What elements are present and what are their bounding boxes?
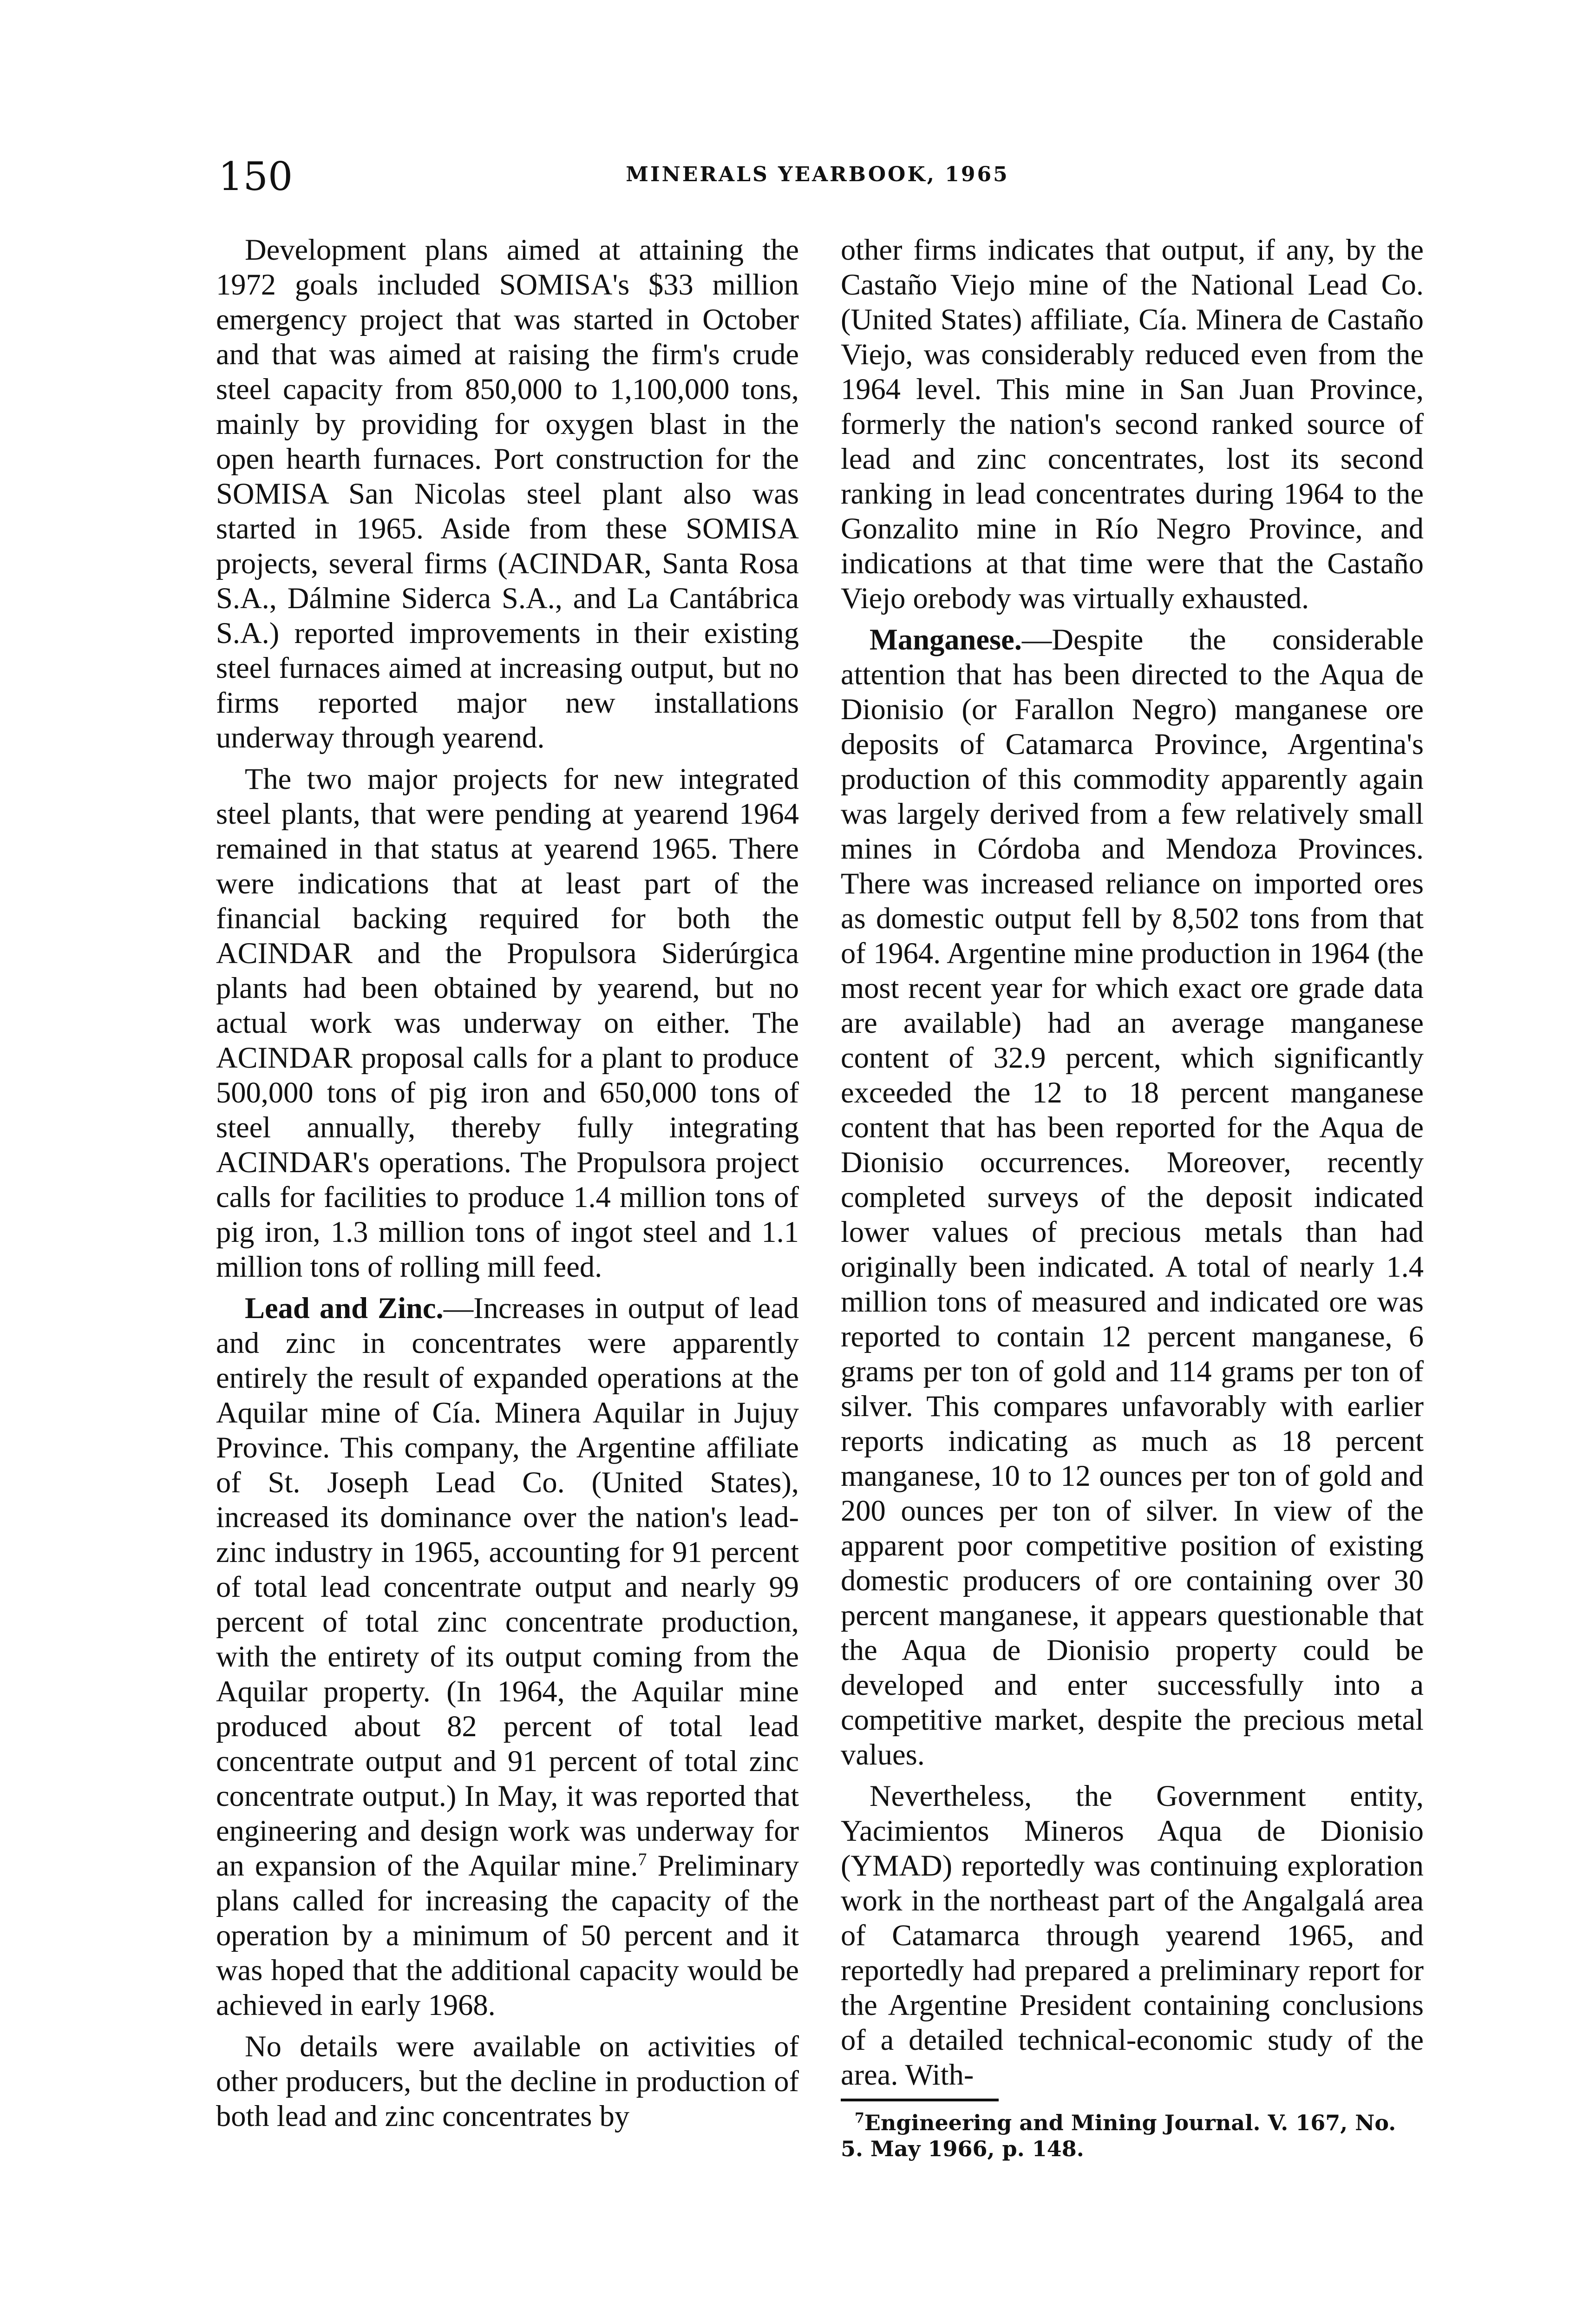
paragraph-development-plans: Development plans aimed at attaining the 1972 goals included SOMISA's $33 million emergency project that was started in October and that was aimed at raising the firm's crude steel capacity from 850,000 to 1,100,000 tons, mainly by providing for oxygen blast in the open hearth furnaces. Port construction for the SOMISA San Nicolas steel plant also was started in 1965. Aside from these SOMISA projects, several firms (ACINDAR, Santa Rosa S.A., Dálmine Siderca S.A., and La Cantábrica S.A.) reported improvements in their existing steel furnaces aimed at increasing output, but no firms reported major new installations underway through yearend. (216, 233, 799, 754)
footnote-marker: 7 (855, 2110, 864, 2126)
right-column (841, 232, 1424, 2162)
paragraph-manganese (841, 622, 1424, 1772)
lead-zinc-text-end: Preliminary plans called for increasing the capacity of the operation by a minimum of 50 percent and it was hoped that the additional capacity would be achieved in early 1968. (216, 1849, 799, 2021)
running-title: MINERALS YEARBOOK, 1965 (626, 163, 1009, 186)
footnote-text: Engineering and Mining Journal. V. 167, No. 5. May 1966, p. 148. (841, 2110, 1396, 2161)
section-heading-lead-zinc: Lead and Zinc. (245, 1292, 444, 1325)
footnote-reference[interactable]: 7 (638, 1850, 647, 1870)
page-number: 150 (218, 154, 293, 199)
paragraph-integrated-steel-plants: The two major projects for new integrated steel plants, that were pending at yearend 1964 remained in that status at yearend 1965. There were indications that at least part of the financial backing required for both the ACINDAR and the Propulsora Siderúrgica plants had been obtained by yearend, but no actual work was underway on either. The ACINDAR proposal calls for a plant to produce 500,000 tons of pig iron and 650,000 tons of steel annually, thereby fully integrating ACINDAR's operations. The Propulsora project calls for facilities to produce 1.4 million tons of pig iron, 1.3 million tons of ingot steel and 1.1 million tons of rolling mill feed. (216, 762, 799, 1283)
left-column (216, 232, 799, 2140)
manganese-text: —Despite the considerable attention that has been directed to the Aqua de Dionisio (or Farallon Negro) manganese ore deposits of Catamarca Province, Argentina's production of this commodity apparently again was largely derived from a few relatively small mines in Córdoba and Mendoza Provinces. There was increased reliance on imported ores as domestic output fell by 8,502 tons from that of 1964. Argentine mine production in 1964 (the most recent year for which exact ore grade data are available) had an average manganese content of 32.9 percent, which significantly exceeded the 12 to 18 percent manganese content that has been reported for the Aqua de Dionisio occurrences. Moreover, recently completed surveys of the deposit indicated lower values of precious metals than had originally been indicated. A total of nearly 1.4 million tons of measured and indicated ore was reported to contain 12 percent manganese, 6 grams per ton of gold and 114 grams per ton of silver. This compares unfavorably with earlier reports indicating as much as 18 percent manganese, 10 to 12 ounces per ton of gold and 200 ounces per ton of silver. In view of the apparent poor competitive position of existing domestic producers of ore containing over 30 percent manganese, it appears questionable that the Aqua de Dionisio property could be developed and enter successfully into a competitive market, despite the precious metal values. (841, 623, 1424, 1771)
lead-zinc-text: —Increases in output of lead and zinc in concentrates were apparently entirely the result of expanded operations at the Aquilar mine of Cía. Minera Aquilar in Jujuy Province. This company, the Argentine affiliate of St. Joseph Lead Co. (United States), increased its dominance over the nation's lead-zinc industry in 1965, accounting for 91 percent of total lead concentrate output and nearly 99 percent of total zinc concentrate production, with the entirety of its output coming from the Aquilar property. (In 1964, the Aquilar mine produced about 82 percent of total lead concentrate output and 91 percent of total zinc concentrate output.) In May, it was reported that engineering and design work was underway for an expansion of the Aquilar mine. (216, 1292, 799, 1882)
footnote (841, 2110, 1424, 2162)
paragraph-castano-viejo: other firms indicates that output, if any, by the Castaño Viejo mine of the National Lead Co. (United States) affiliate, Cía. Minera de Castaño Viejo, was considerably reduced even from the 1964 level. This mine in San Juan Province, formerly the nation's second ranked source of lead and zinc concentrates, lost its second ranking in lead concentrates during 1964 to the Gonzalito mine in Río Negro Province, and indications at that time were that the Castaño Viejo orebody was virtually exhausted. (841, 233, 1424, 615)
paragraph-other-producers: No details were available on activities of other producers, but the decline in production of both lead and zinc concentrates by (216, 2030, 799, 2133)
section-heading-manganese: Manganese. (870, 623, 1022, 656)
paragraph-lead-and-zinc (216, 1291, 799, 2022)
footnote-divider (841, 2099, 999, 2101)
paragraph-ymad: Nevertheless, the Government entity, Yacimientos Mineros Aqua de Dionisio (YMAD) reportedly was continuing exploration work in the northeast part of the Angalgalá area of Catamarca through yearend 1965, and reportedly had prepared a preliminary report for the Argentine President containing conclusions of a detailed technical-economic study of the area. With- (841, 1779, 1424, 2091)
